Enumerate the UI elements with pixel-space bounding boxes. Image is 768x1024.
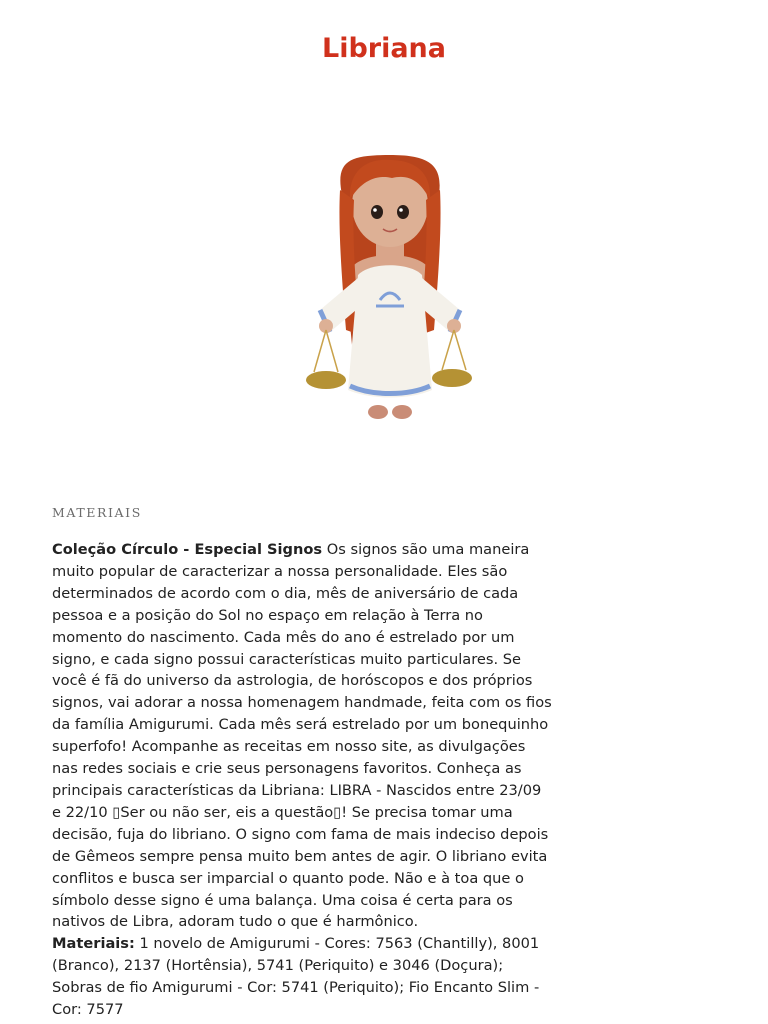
crochet-doll-libra-icon (280, 100, 500, 500)
intro-text: Os signos são uma maneira muito popular de caracterizar a nossa personalidade. Eles são determinados de acordo com o dia, mês de aniversário de cada pessoa e a posição do Sol no espaço em relação à Terra no momento do nascimento. Cada mês do ano é estrelado por um signo, e cada signo possui características muito particulares. Se você é fã do universo da astrologia, de horóscopos e dos próprios signos, vai adorar a nossa homenagem handmade, feita com os fios da família Amigurumi. Cada mês será estrelado por um bonequinho superfofo! Acompanhe as receitas em nosso site, as divulgações nas redes sociais e crie seus personagens favoritos. Conheça as principais características da Libriana: LIBRA - Nascidos entre 23/09 e 22/10 ▯Ser ou não ser, eis a questão▯! Se precisa tomar uma decisão, fuja do libriano. O signo com fama de mais indeciso depois de Gêmeos sempre pensa muito bem antes de agir. O libriano evita conflitos e busca ser imparcial o quanto pode. Não e à toa que o símbolo desse signo é uma balança. Uma coisa é certa para os nativos de Libra, adoram tudo o que é harmônico. (52, 541, 552, 931)
materials-text: 1 novelo de Amigurumi - Cores: 7563 (Chantilly), 8001 (Branco), 2137 (Hortênsia), 5741 (Periquito) e 3046 (Doçura); Sobras de fio Amigurumi - Cor: 5741 (Periquito); Fio Encanto Slim - Cor: 7577 (52, 935, 540, 1019)
intro-heading: Coleção Círculo - Especial Signos (52, 541, 323, 558)
article-body (52, 539, 552, 1021)
article-paragraph (52, 539, 552, 1021)
product-image (280, 100, 500, 500)
materials-label: Materiais: (52, 935, 135, 953)
section-label-materials: MATERIAIS (52, 505, 142, 520)
page-title: Libriana (321, 33, 447, 64)
